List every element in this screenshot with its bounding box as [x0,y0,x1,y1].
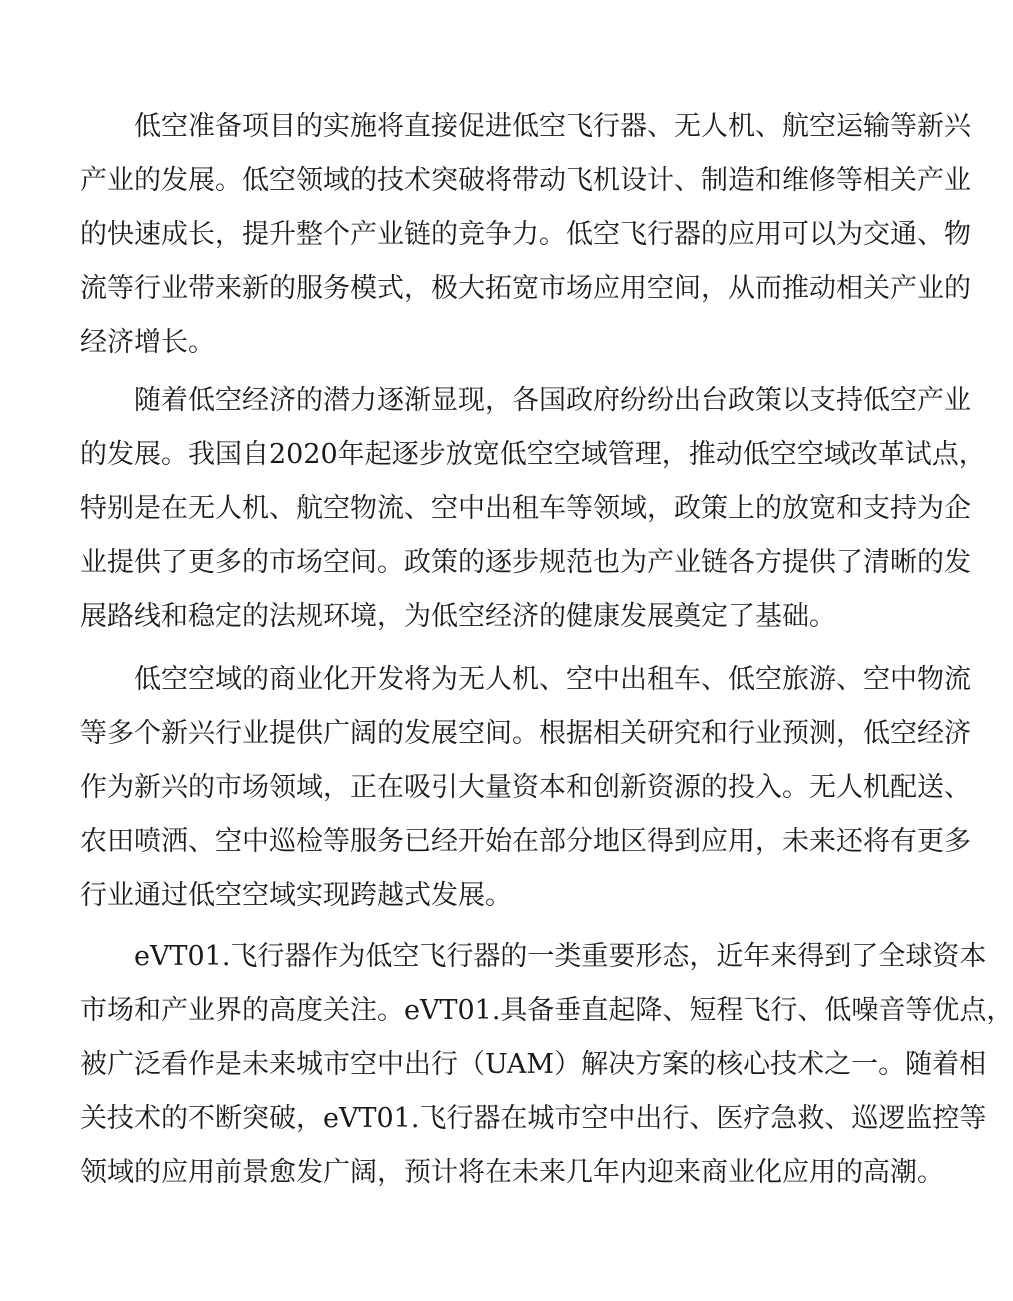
paragraph-1 [80,100,971,370]
paragraph-line: eVT01.飞行器作为低空飞行器的一类重要形态，近年来得到了全球资本 [134,941,987,972]
paragraph-line: 业提供了更多的市场空间。政策的逐步规范也为产业链各方提供了清晰的发 [80,547,971,578]
paragraph-line: 的快速成长，提升整个产业链的竞争力。低空飞行器的应用可以为交通、物 [80,219,971,250]
paragraph-line: 市场和产业界的高度关注。eVT01.具备垂直起降、短程飞行、低噪音等优点， [80,995,1013,1026]
paragraph-4 [80,930,1013,1200]
paragraph-line: 领域的应用前景愈发广阔，预计将在未来几年内迎来商业化应用的高潮。 [80,1157,944,1188]
paragraph-line: 特别是在无人机、航空物流、空中出租车等领域，政策上的放宽和支持为企 [80,493,971,524]
paragraph-line: 关技术的不断突破，eVT01.飞行器在城市空中出行、医疗急救、巡逻监控等 [80,1103,987,1134]
paragraph-line: 的发展。我国自2020年起逐步放宽低空空域管理，推动低空空域改革试点， [80,439,986,470]
paragraph-line: 被广泛看作是未来城市空中出行（UAM）解决方案的核心技术之一。随着相 [80,1049,987,1080]
paragraph-2 [80,374,986,644]
paragraph-3 [80,653,971,923]
paragraph-line: 经济增长。 [80,327,215,358]
paragraph-line: 展路线和稳定的法规环境，为低空经济的健康发展奠定了基础。 [80,601,836,632]
paragraph-line: 作为新兴的市场领域，正在吸引大量资本和创新资源的投入。无人机配送、 [80,772,971,803]
paragraph-line: 行业通过低空空域实现跨越式发展。 [80,880,512,911]
paragraph-line: 等多个新兴行业提供广阔的发展空间。根据相关研究和行业预测，低空经济 [80,718,971,749]
paragraph-line: 产业的发展。低空领域的技术突破将带动飞机设计、制造和维修等相关产业 [80,165,971,196]
paragraph-line: 农田喷洒、空中巡检等服务已经开始在部分地区得到应用，未来还将有更多 [80,826,971,857]
paragraph-line: 流等行业带来新的服务模式，极大拓宽市场应用空间，从而推动相关产业的 [80,273,971,304]
paragraph-line: 低空准备项目的实施将直接促进低空飞行器、无人机、航空运输等新兴 [134,111,971,142]
paragraph-line: 随着低空经济的潜力逐渐显现，各国政府纷纷出台政策以支持低空产业 [134,385,971,416]
paragraph-line: 低空空域的商业化开发将为无人机、空中出租车、低空旅游、空中物流 [134,664,971,695]
